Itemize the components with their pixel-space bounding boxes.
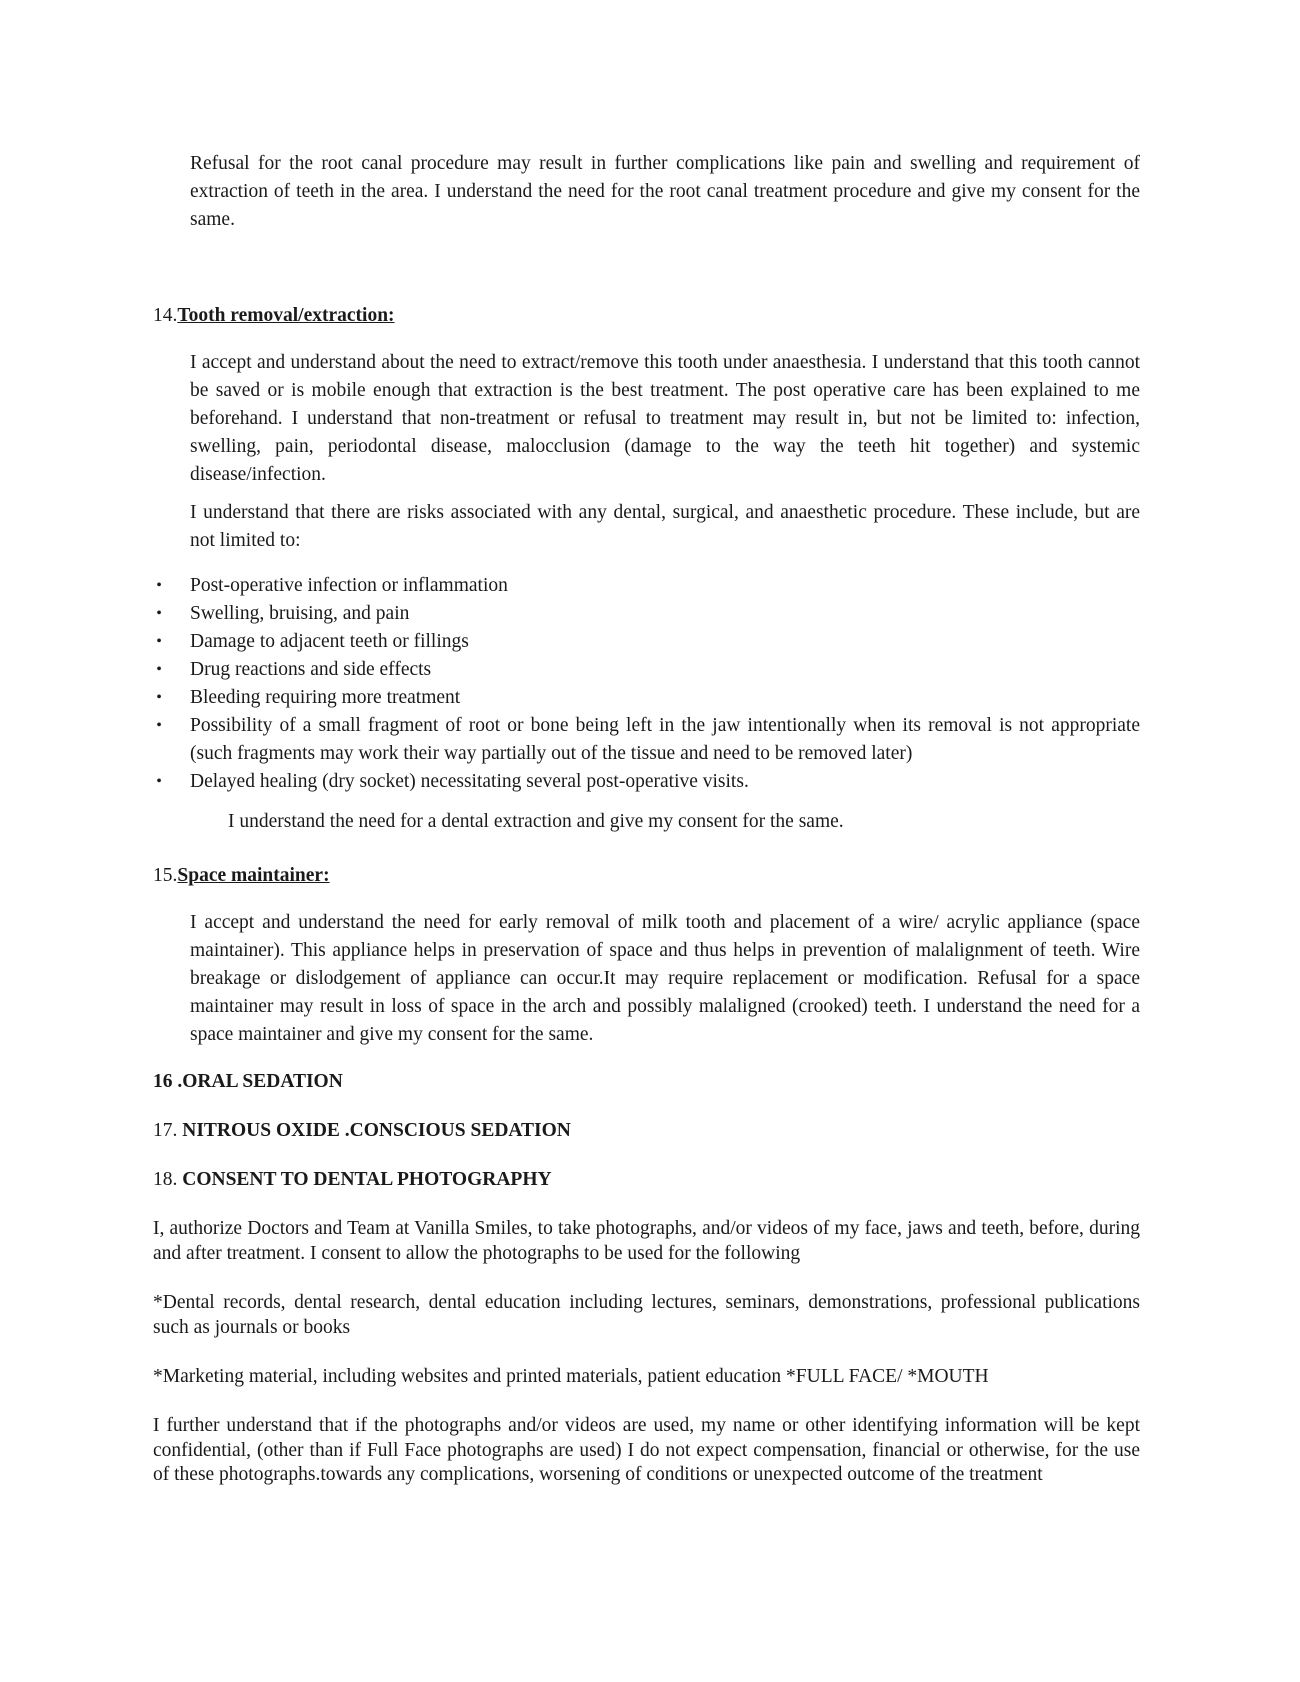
photography-use-dental-paragraph: *Dental records, dental research, dental education including lectures, seminars, demonstrations, professional publications such as journals or books <box>153 1292 1140 1338</box>
section-14-heading <box>153 302 395 330</box>
risk-text: Swelling, bruising, and pain <box>190 603 410 624</box>
bullet-icon: • <box>156 605 162 622</box>
risk-text: Possibility of a small fragment of root or bone being left in the jaw intentionally when its removal is not appropriate (such fragments may work their way partially out of the tissue and need to be removed later) <box>190 715 1140 764</box>
extraction-consent-paragraph: I accept and understand about the need to extract/remove this tooth under anaesthesia. I understand that this tooth cannot be saved or is mobile enough that extraction is the best treatment. The post operative care has been explained to me beforehand. I understand that non-treatment or refusal to treatment may result in, but not be limited to: infection, swelling, pain, periodontal disease, malocclusion (damage to the way the teeth hit together) and systemic disease/infection. <box>190 352 1140 485</box>
section-17-title: NITROUS OXIDE .CONSCIOUS SEDATION <box>182 1120 571 1141</box>
bullet-icon: • <box>156 577 162 594</box>
section-16-heading <box>153 1068 343 1096</box>
section-15-title: Space maintainer: <box>177 865 330 886</box>
list-item <box>153 768 1140 796</box>
section-15-heading <box>153 862 330 890</box>
risk-text: Drug reactions and side effects <box>190 659 432 680</box>
risk-text: Delayed healing (dry socket) necessitating several post-operative visits. <box>190 771 749 792</box>
bullet-icon: • <box>156 633 162 650</box>
list-item <box>153 656 1140 684</box>
bullet-icon: • <box>156 773 162 790</box>
section-17-heading <box>153 1117 571 1145</box>
space-maintainer-paragraph: I accept and understand the need for early removal of milk tooth and placement of a wire/ acrylic appliance (space maintainer). This appliance helps in preservation of space and thus helps in prevention of malalignment of teeth. Wire breakage or dislodgement of appliance can occur.It may require replacement or modification. Refusal for a space maintainer may result in loss of space in the arch and possibly malaligned (crooked) teeth. I understand the need for a space maintainer and give my consent for the same. <box>190 912 1140 1045</box>
extraction-risks-list <box>153 572 1140 796</box>
section-14-title: Tooth removal/extraction: <box>177 305 395 326</box>
bullet-icon: • <box>156 689 162 706</box>
section-16-title: 16 .ORAL SEDATION <box>153 1071 343 1092</box>
bullet-icon: • <box>156 661 162 678</box>
extraction-consent-statement: I understand the need for a dental extraction and give my consent for the same. <box>228 811 844 832</box>
photography-use-marketing-paragraph: *Marketing material, including websites and printed materials, patient education *FULL FACE/ *MOUTH <box>153 1366 989 1387</box>
list-item <box>153 600 1140 628</box>
risk-text: Damage to adjacent teeth or fillings <box>190 631 469 652</box>
section-18-number: 18. <box>153 1169 183 1190</box>
section-14-number: 14. <box>153 305 178 326</box>
risk-text: Post-operative infection or inflammation <box>190 575 508 596</box>
section-15-number: 15. <box>153 865 178 886</box>
section-18-title: CONSENT TO DENTAL PHOTOGRAPHY <box>182 1169 552 1190</box>
section-17-number: 17. <box>153 1120 183 1141</box>
list-item <box>153 684 1140 712</box>
list-item <box>153 572 1140 600</box>
extraction-risks-intro-paragraph: I understand that there are risks associated with any dental, surgical, and anaesthetic procedure. These include, but are not limited to: <box>190 502 1140 551</box>
bullet-icon: • <box>156 717 162 734</box>
photography-confidentiality-paragraph: I further understand that if the photographs and/or videos are used, my name or other identifying information will be kept confidential, (other than if Full Face photographs are used) I do not expect compensation, financial or otherwise, for the use of these photographs.towards any complications, worsening of conditions or unexpected outcome of the treatment <box>153 1415 1140 1485</box>
list-item <box>153 712 1140 768</box>
root-canal-refusal-paragraph: Refusal for the root canal procedure may result in further complications like pain and swelling and requirement of extraction of teeth in the area. I understand the need for the root canal treatment procedure and give my consent for the same. <box>190 153 1140 230</box>
list-item <box>153 628 1140 656</box>
photography-authorization-paragraph: I, authorize Doctors and Team at Vanilla Smiles, to take photographs, and/or videos of my face, jaws and teeth, before, during and after treatment. I consent to allow the photographs to be used for the following <box>153 1218 1140 1264</box>
risk-text: Bleeding requiring more treatment <box>190 687 461 708</box>
section-18-heading <box>153 1166 552 1194</box>
